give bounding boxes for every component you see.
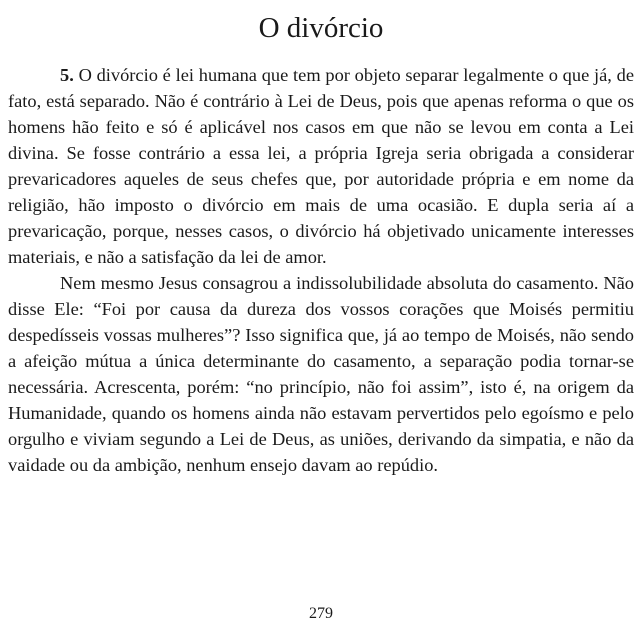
page-number: 279 xyxy=(309,605,333,622)
paragraph-5 xyxy=(8,62,634,270)
paragraph-number: 5. xyxy=(60,65,74,85)
paragraph-text: O divórcio é lei humana que tem por objeto separar legalmente o que já, de fato, está separado. Não é contrário à Lei de Deus, pois que apenas reforma o que os homens hão feito e só é aplicável nos casos em que não se levou em conta a Lei divina. Se fosse contrário a essa lei, a própria Igreja seria obrigada a considerar prevaricadores aqueles de seus chefes que, por autoridade própria e em nome da religião, hão imposto o divórcio em mais de uma ocasião. E dupla seria aí a prevaricação, porque, nesses casos, o divórcio há objetivado unicamente interesses materiais, e não a satisfação da lei de amor. xyxy=(8,65,634,267)
body-text xyxy=(8,62,634,478)
section-title: O divórcio xyxy=(258,12,384,44)
paragraph-continuation: Nem mesmo Jesus consagrou a indissolubilidade absoluta do casamento. Não disse Ele: “Foi por causa da dureza dos vossos corações que Moisés permitiu despedísseis vossas mulheres”? Isso significa que, já ao tempo de Moisés, não sendo a afeição mútua a única determinante do casamento, a separação podia tornar-se necessária. Acrescenta, porém: “no princípio, não foi assim”, isto é, na origem da Humanidade, quando os homens ainda não estavam pervertidos pelo egoísmo e pelo orgulho e viviam segundo a Lei de Deus, as uniões, derivando da simpatia, e não da vaidade ou da ambição, nenhum ensejo davam ao repúdio. xyxy=(8,273,634,475)
